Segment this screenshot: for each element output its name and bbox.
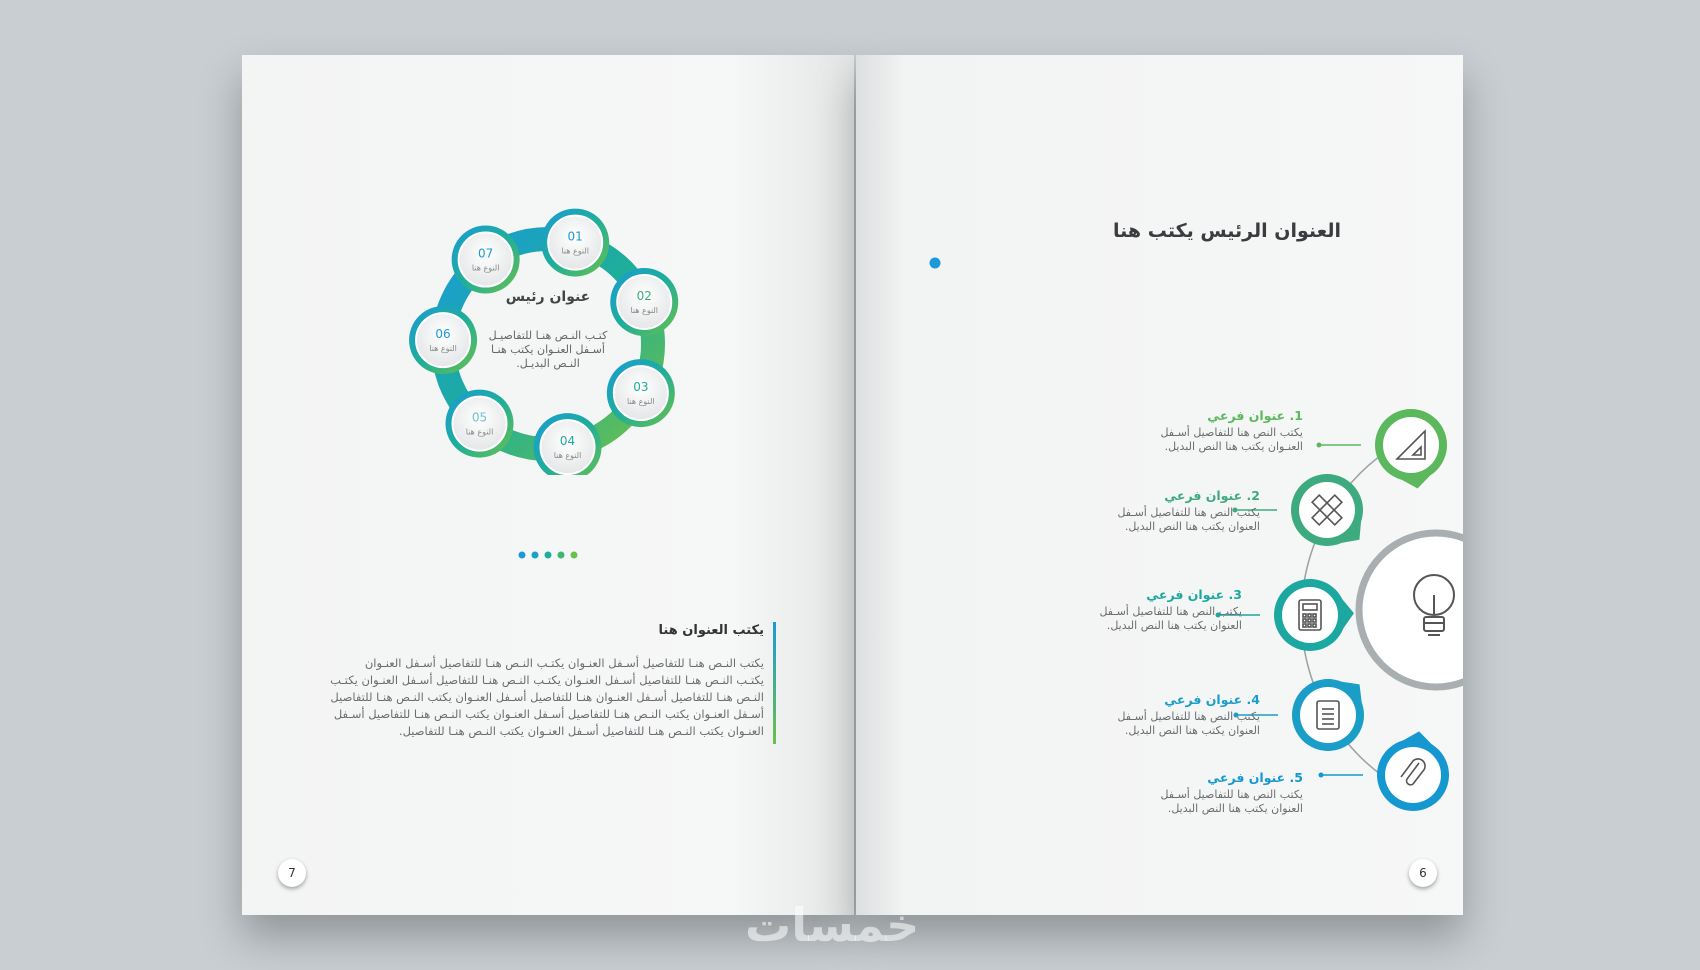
subtopic-item-2 (1060, 487, 1260, 534)
subtopic-item-5 (1103, 769, 1303, 816)
ring-node-number: 03 (633, 380, 649, 395)
subtopic-text: العنـوان يكتب هنا النص البديل. (1164, 440, 1303, 453)
watermark: خمسات (745, 898, 920, 952)
ring-node-number: 07 (478, 246, 494, 261)
page-number: 7 (278, 859, 306, 887)
ring-node-number: 06 (435, 327, 451, 342)
section-accent-bar (773, 622, 776, 744)
main-title: العنوان الرئيس يكتب هنا (1113, 220, 1341, 242)
paragraph-line: يكتب النـص هنـا للتفاصيل أسـفل العنـوان يكتـب النـص هنـا للتفاصيل أسـفل العنـوان (364, 656, 764, 670)
ring-node-label: النوع هنا (465, 427, 494, 437)
paragraph-line: يكتـب النـص هنـا للتفاصيل أسـفل العنـوان يكتـب النـص هنـا للتفاصيل أسـفل العنـوان يكتـب (330, 673, 764, 687)
ring-node-02 (610, 268, 678, 336)
subtopic-text: يكتب النص هنا للتفاصيل أسـفل (1160, 788, 1303, 801)
subtopic-title: 4. عنوان فرعي (1164, 692, 1260, 707)
ring-node-07 (452, 226, 520, 294)
page-number: 6 (1409, 859, 1437, 887)
ring-node-06 (409, 306, 477, 374)
right-page (856, 55, 1463, 915)
subtopic-text: يكتب النص هنا للتفاصيل أسـفل (1099, 605, 1242, 618)
ring-node-label: النوع هنا (627, 397, 655, 407)
subtopic-item-4 (1060, 691, 1260, 738)
subtopic-text: العنوان يكتب هنا النص البديل. (1124, 520, 1260, 533)
subtopic-title: 5. عنوان فرعي (1207, 770, 1303, 785)
subtopic-title: 1. عنوان فرعي (1207, 408, 1303, 423)
subtopic-item-3 (1042, 586, 1242, 633)
paragraph-line: النـص هنـا للتفاصيل أسـفل العنـوان هنـا للتفاصيل أسـفل العنـوان يكتب النـص هنـا للتفاصيل (330, 690, 764, 704)
subtopic-title: 3. عنوان فرعي (1146, 587, 1242, 602)
dot (558, 552, 565, 559)
subtopic-text: يكتب النص هنا للتفاصيل أسـفل (1117, 710, 1260, 723)
dot (532, 552, 539, 559)
ring-node-label: النوع هنا (561, 246, 589, 256)
ring-text-line: كتـب النـص هنـا للتفاصيـل (488, 329, 608, 342)
section-heading: يكتب العنوان هنا (658, 623, 764, 638)
ring-node-number: 04 (559, 434, 576, 449)
ring-node-03 (607, 359, 675, 427)
subtopic-text: العنوان يكتب هنا النص البديل. (1167, 802, 1303, 815)
ring-node-label: النوع هنا (471, 263, 500, 273)
ring-node-label: النوع هنا (429, 344, 457, 354)
ring-node-label: النوع هنا (630, 306, 659, 316)
subtopic-title: 2. عنوان فرعي (1164, 488, 1260, 503)
ring-node-number: 05 (471, 410, 488, 425)
paragraph-line: أسـفل العنـوان يكتب النـص هنـا للتفاصيل أسـفل العنـوان يكتب النـص هنـا للتفاصيل أسـفل (333, 707, 764, 721)
subtopic-text: العنوان يكتب هنا النص البديل. (1124, 724, 1260, 737)
ring-node-number: 02 (636, 289, 652, 304)
ring-node-number: 01 (567, 229, 583, 244)
ring-text-line: النـص البديـل. (516, 357, 580, 370)
dot (571, 552, 578, 559)
subtopic-text: العنوان يكتب هنا النص البديل. (1106, 619, 1242, 632)
dot (545, 552, 552, 559)
left-page (242, 55, 854, 915)
subtopic-item-1 (1103, 407, 1303, 454)
ring-text-line: أسـفل العنـوان يكتب هنـا (491, 343, 605, 356)
ring-title: عنوان رئيس (505, 289, 591, 305)
ring-node-label: النوع هنا (553, 451, 582, 461)
section-paragraph (308, 655, 764, 740)
pagination-dots (516, 548, 596, 562)
paragraph-line: العنـوان يكتب النـص هنـا للتفاصيل أسـفل العنـوان يكتب النـص هنـا للتفاصيل. (398, 724, 764, 738)
subtopic-text: يكتب النص هنا للتفاصيل أسـفل (1160, 426, 1303, 439)
ring-node-05 (446, 390, 514, 458)
ring-node-01 (541, 209, 609, 277)
dot (519, 552, 526, 559)
ring-infographic (242, 55, 854, 475)
subtopic-text: يكتب النص هنا للتفاصيل أسـفل (1117, 506, 1260, 519)
